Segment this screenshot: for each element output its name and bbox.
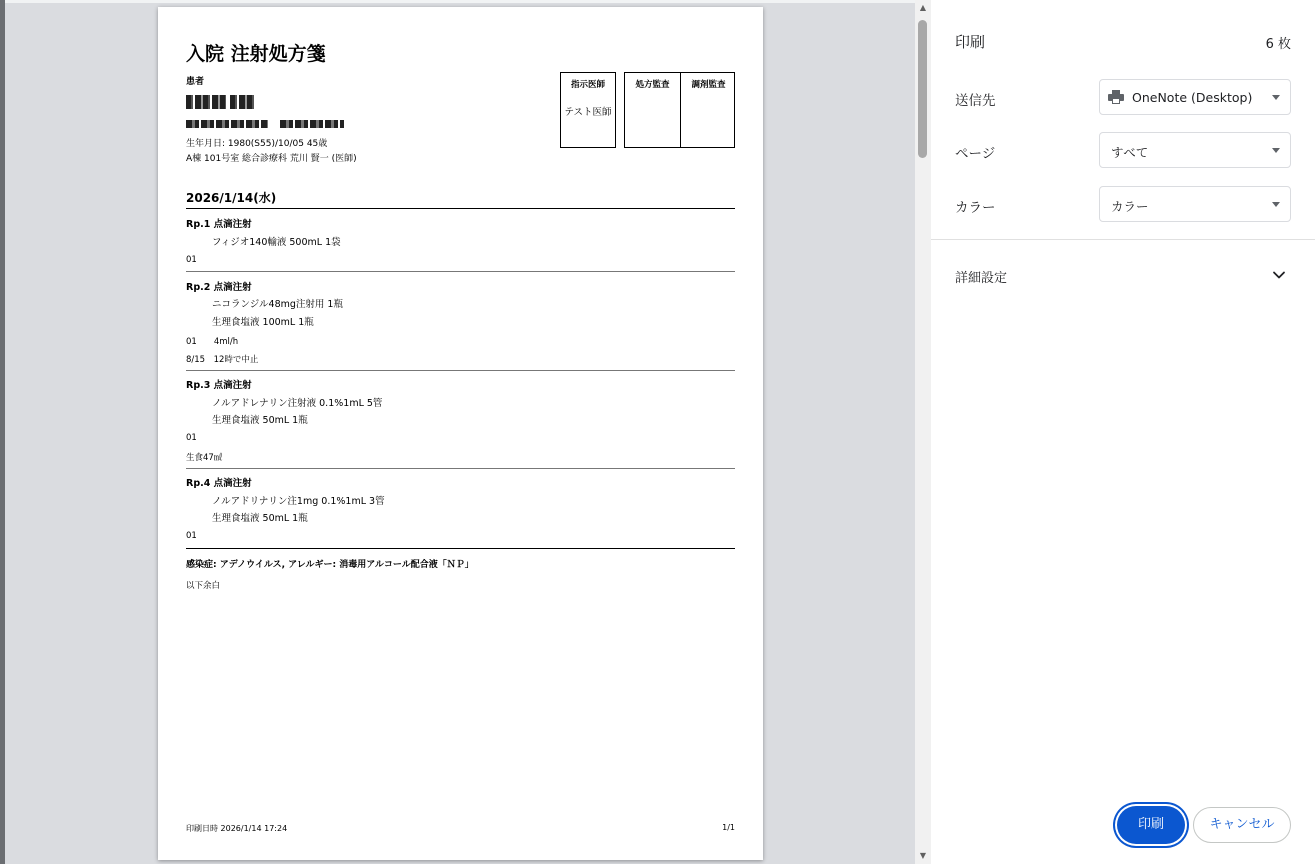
pages-value: すべて xyxy=(1111,145,1149,160)
redacted-name xyxy=(230,95,254,109)
dropdown-caret-icon xyxy=(1272,202,1280,207)
patient-label: 患者 xyxy=(186,77,205,87)
audit-box xyxy=(624,72,735,148)
rp-line: 生理食塩液 50mL 1瓶 xyxy=(212,513,308,524)
color-value: カラー xyxy=(1111,199,1149,214)
rp-line: ノルアドレナリン注射液 0.1%1mL 5管 xyxy=(212,398,383,409)
ordering-doctor-label: 指示医師 xyxy=(570,80,605,90)
print-settings-panel xyxy=(931,0,1315,864)
color-label: カラー xyxy=(955,200,996,216)
pages-label: ページ xyxy=(955,146,996,162)
redacted-name xyxy=(186,95,226,109)
top-edge xyxy=(0,0,915,3)
cancel-button[interactable]: キャンセル xyxy=(1193,807,1291,843)
destination-select[interactable] xyxy=(1099,79,1291,115)
rule xyxy=(186,548,735,549)
rp-line: ノルアドリナリン注1mg 0.1%1mL 3管 xyxy=(212,496,385,507)
left-edge xyxy=(0,0,5,864)
redacted-id xyxy=(186,120,268,128)
rp-note: 01 xyxy=(186,255,197,265)
document-title: 入院 注射処方箋 xyxy=(186,43,326,65)
rp-note: 01 xyxy=(186,433,197,443)
print-timestamp: 印刷日時 2026/1/14 17:24 xyxy=(186,824,288,833)
rp-head: Rp.4 点滴注射 xyxy=(186,478,252,489)
rp-note: 生食47㎖ xyxy=(186,453,223,463)
scroll-up-icon[interactable]: ▲ xyxy=(919,3,927,12)
preview-scrollbar[interactable] xyxy=(915,0,931,864)
chevron-down-icon[interactable] xyxy=(1272,268,1286,282)
sheet-count: 6 枚 xyxy=(1265,37,1291,52)
ordering-doctor-value: テスト医師 xyxy=(564,107,612,118)
scroll-down-icon[interactable]: ▼ xyxy=(919,851,927,860)
redacted-id xyxy=(280,120,344,128)
panel-divider xyxy=(931,239,1315,240)
rp-note: 01 xyxy=(186,531,197,541)
rp-note: 8/15 12時で中止 xyxy=(186,355,259,365)
birth-line: 生年月日: 1980(S55)/10/05 45歳 xyxy=(186,139,328,149)
panel-title: 印刷 xyxy=(955,33,986,51)
rp-head: Rp.3 点滴注射 xyxy=(186,380,252,391)
infection-allergy-line: 感染症: アデノウイルス, アレルギー: 消毒用アルコール配合液「ＮＰ」 xyxy=(186,560,474,570)
preview-page xyxy=(158,7,763,860)
print-button[interactable]: 印刷 xyxy=(1117,806,1185,844)
printer-icon xyxy=(1108,90,1124,104)
more-settings-toggle[interactable]: 詳細設定 xyxy=(955,271,1008,286)
dropdown-caret-icon xyxy=(1272,95,1280,100)
destination-label: 送信先 xyxy=(955,93,996,109)
color-select[interactable] xyxy=(1099,186,1291,222)
scroll-thumb[interactable] xyxy=(918,20,927,158)
dropdown-caret-icon xyxy=(1272,148,1280,153)
rp-note: 01 4ml/h xyxy=(186,337,239,347)
ward-line: A棟 101号室 総合診療科 荒川 賢一 (医師) xyxy=(186,154,357,164)
remainder-note: 以下余白 xyxy=(186,581,221,591)
prescription-date: 2026/1/14(水) xyxy=(186,191,277,205)
page-number: 1/1 xyxy=(722,823,735,832)
rp-line: ニコランジル48mg注射用 1瓶 xyxy=(212,299,343,310)
rp-line: フィジオ140輸液 500mL 1袋 xyxy=(212,237,341,248)
rule xyxy=(186,370,735,371)
rp-head: Rp.1 点滴注射 xyxy=(186,219,252,230)
rp-line: 生理食塩液 100mL 1瓶 xyxy=(212,317,314,328)
rule xyxy=(186,208,735,209)
prescription-audit-label: 処方監査 xyxy=(635,80,670,90)
rule xyxy=(186,271,735,272)
dispensing-audit-label: 調剤監査 xyxy=(691,80,726,90)
rule xyxy=(186,468,735,469)
ordering-doctor-box xyxy=(560,72,616,148)
destination-value: OneNote (Desktop) xyxy=(1132,90,1253,105)
rp-head: Rp.2 点滴注射 xyxy=(186,282,252,293)
pages-select[interactable] xyxy=(1099,132,1291,168)
rp-line: 生理食塩液 50mL 1瓶 xyxy=(212,415,308,426)
